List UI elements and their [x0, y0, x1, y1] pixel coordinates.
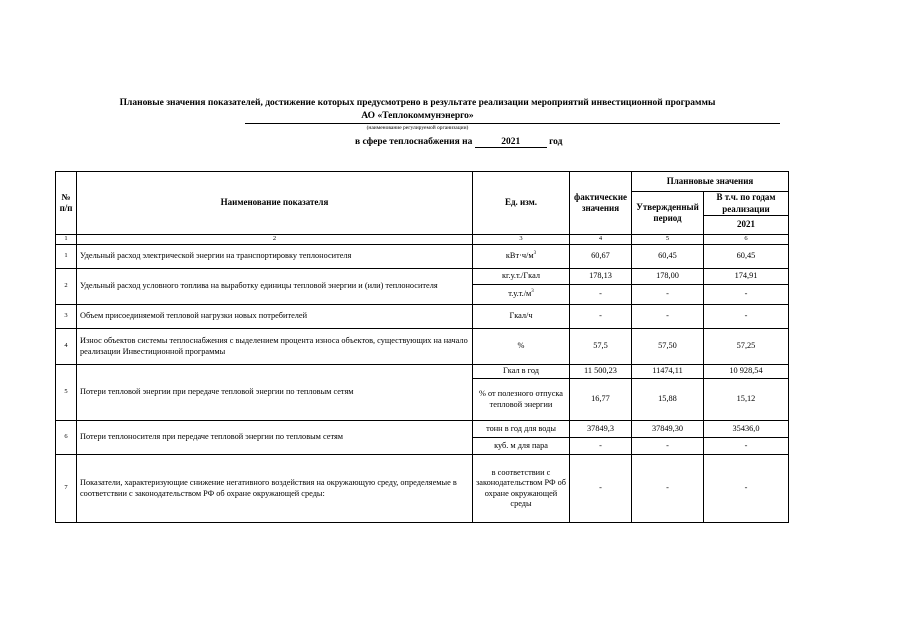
row-unit: $кВт\cdot ч/м^3$	[473, 245, 570, 269]
row-unit: %	[473, 329, 570, 365]
index-cell: 2	[77, 235, 473, 245]
row-approved: -	[632, 455, 704, 523]
header-approved: Утвержденный период	[632, 192, 704, 235]
index-cell: 6	[704, 235, 789, 245]
row-approved: -	[632, 305, 704, 329]
organization-underline	[245, 123, 780, 124]
row-num: 2	[56, 269, 77, 305]
row-actual: -	[570, 455, 632, 523]
row-name: Потери теплоносителя при передаче тепловой энергии по тепловым сетям	[77, 421, 473, 455]
sphere-line	[355, 137, 562, 148]
indicators-table	[55, 171, 789, 523]
row-actual: 11 500,23	[570, 365, 632, 379]
header-year: 2021	[704, 216, 789, 235]
row-year: -	[704, 438, 789, 455]
row-year: 10 928,54	[704, 365, 789, 379]
row-actual: -	[570, 285, 632, 305]
header-by-years: В т.ч. по годам реализации	[704, 192, 789, 216]
table-row	[56, 245, 789, 269]
row-num: 6	[56, 421, 77, 455]
row-year: 60,45	[704, 245, 789, 269]
row-unit: тонн в год для воды	[473, 421, 570, 438]
row-actual: 178,13	[570, 269, 632, 285]
row-name: Потери тепловой энергии при передаче тепловой энергии по тепловым сетям	[77, 365, 473, 421]
row-unit: куб. м для пара	[473, 438, 570, 455]
row-year: -	[704, 285, 789, 305]
index-cell: 5	[632, 235, 704, 245]
row-approved: -	[632, 438, 704, 455]
index-cell: 3	[473, 235, 570, 245]
organization-name: АО «Теплокоммунэнерго»	[361, 111, 474, 121]
row-unit: Гкал/ч	[473, 305, 570, 329]
row-num: 5	[56, 365, 77, 421]
table-row	[56, 421, 789, 438]
row-actual: 37849,3	[570, 421, 632, 438]
index-cell: 4	[570, 235, 632, 245]
row-unit: кг.у.т./Гкал	[473, 269, 570, 285]
header-unit: Ед. изм.	[473, 172, 570, 235]
header-num: № п/п	[56, 172, 77, 235]
table-row	[56, 365, 789, 379]
row-approved: -	[632, 285, 704, 305]
row-year: 35436,0	[704, 421, 789, 438]
row-approved: 37849,30	[632, 421, 704, 438]
row-approved: 178,00	[632, 269, 704, 285]
row-name: Удельный расход условного топлива на выработку единицы тепловой энергии и (или) теплоносителя	[77, 269, 473, 305]
table-row	[56, 455, 789, 523]
row-actual: 57,5	[570, 329, 632, 365]
document-title: Плановые значения показателей, достижение которых предусмотрено в результате реализации мероприятий инвестиционной программы	[119, 98, 716, 108]
row-name: Показатели, характеризующие снижение негативного воздействия на окружающую среду, определяемые в соответствии с законодательством РФ об охране окружающей среды:	[77, 455, 473, 523]
row-unit: $т.у.т./м^3$	[473, 285, 570, 305]
row-approved: 11474,11	[632, 365, 704, 379]
row-actual: 60,67	[570, 245, 632, 269]
header-name: Наименование показателя	[77, 172, 473, 235]
row-actual: 16,77	[570, 379, 632, 421]
row-name: Износ объектов системы теплоснабжения с выделением процента износа объектов, существующих на начало реализации Инвестиционной программы	[77, 329, 473, 365]
row-approved: 57,50	[632, 329, 704, 365]
table-row	[56, 269, 789, 285]
row-unit: Гкал в год	[473, 365, 570, 379]
row-unit: в соответствии с законодательством РФ об охране окружающей среды	[473, 455, 570, 523]
table-row	[56, 305, 789, 329]
row-num: 7	[56, 455, 77, 523]
row-num: 1	[56, 245, 77, 269]
row-year: -	[704, 455, 789, 523]
row-approved: 60,45	[632, 245, 704, 269]
sphere-year: 2021	[475, 137, 547, 148]
row-year: 174,91	[704, 269, 789, 285]
row-actual: -	[570, 438, 632, 455]
row-year: 15,12	[704, 379, 789, 421]
organization-caption: (наименование регулируемой организации)	[366, 125, 469, 131]
header-actual: фактические значения	[570, 172, 632, 235]
row-unit: % от полезного отпуска тепловой энергии	[473, 379, 570, 421]
row-name: Удельный расход электрической энергии на транспортировку теплоносителя	[77, 245, 473, 269]
sphere-prefix: в сфере теплоснабжения на	[355, 137, 473, 147]
row-name: Объем присоединяемой тепловой нагрузки новых потребителей	[77, 305, 473, 329]
header-planned-group: Планновые значения	[632, 172, 789, 192]
row-num: 4	[56, 329, 77, 365]
row-approved: 15,88	[632, 379, 704, 421]
index-cell: 1	[56, 235, 77, 245]
row-num: 3	[56, 305, 77, 329]
table-row	[56, 329, 789, 365]
sphere-suffix: год	[549, 137, 563, 147]
row-year: 57,25	[704, 329, 789, 365]
row-year: -	[704, 305, 789, 329]
row-actual: -	[570, 305, 632, 329]
